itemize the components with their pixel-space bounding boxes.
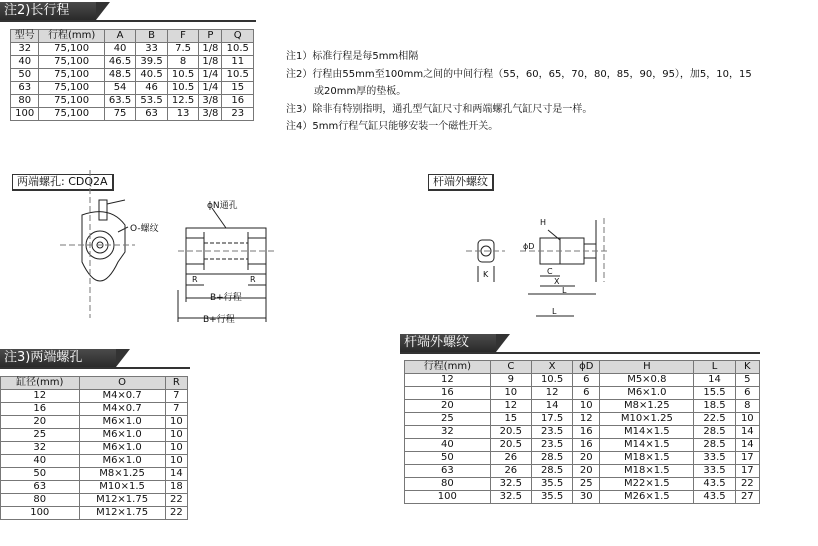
table-header-row xyxy=(405,361,760,374)
table-cell: M10×1.25 xyxy=(600,413,694,426)
table-row xyxy=(405,439,760,452)
label-k: K xyxy=(483,270,489,279)
table-cell: 26 xyxy=(490,452,531,465)
table-cell: 75,100 xyxy=(39,82,104,95)
label-r-left: R xyxy=(192,275,198,284)
table-row xyxy=(1,416,188,429)
table-cell: 5 xyxy=(735,374,759,387)
bothends-table-header: 注3)两端螺孔 xyxy=(0,349,116,367)
table-cell: 12 xyxy=(405,374,491,387)
table-cell: 100 xyxy=(1,507,80,520)
table-cell: 14 xyxy=(531,400,572,413)
table-cell: 75,100 xyxy=(39,43,104,56)
table-cell: 25 xyxy=(405,413,491,426)
table-cell: 50 xyxy=(11,69,39,82)
column-header: X xyxy=(531,361,572,374)
table-cell: 12 xyxy=(1,390,80,403)
table-cell: M8×1.25 xyxy=(79,468,165,481)
column-header: O xyxy=(79,377,165,390)
table-cell: 14 xyxy=(735,439,759,452)
table-cell: 23 xyxy=(222,108,254,121)
table-cell: 16 xyxy=(573,426,600,439)
table-cell: 17 xyxy=(735,452,759,465)
table-cell: M18×1.5 xyxy=(600,452,694,465)
table-cell: 18.5 xyxy=(694,400,735,413)
table-cell: 27 xyxy=(735,491,759,504)
column-header: R xyxy=(165,377,187,390)
table-cell: 10 xyxy=(165,442,187,455)
table-cell: 63 xyxy=(405,465,491,478)
table-cell: 3/8 xyxy=(199,108,222,121)
table-cell: 10 xyxy=(490,387,531,400)
table-cell: 11 xyxy=(222,56,254,69)
table-cell: M26×1.5 xyxy=(600,491,694,504)
note-line: 注4）5mm行程气缸只能够安装一个磁性开关。 xyxy=(286,121,499,132)
table-cell: 20 xyxy=(573,465,600,478)
table-header-row xyxy=(1,377,188,390)
column-header: B xyxy=(136,30,168,43)
column-header: 型号 xyxy=(11,30,39,43)
table-cell: 22 xyxy=(165,494,187,507)
table-cell: 6 xyxy=(735,387,759,400)
table-cell: 50 xyxy=(405,452,491,465)
table-cell: 80 xyxy=(405,478,491,491)
label-phi-d: ϕD xyxy=(523,242,535,251)
table-cell: 14 xyxy=(735,426,759,439)
table-cell: M6×1.0 xyxy=(79,455,165,468)
table-cell: 39.5 xyxy=(136,56,168,69)
table-row xyxy=(405,413,760,426)
table-cell: M6×1.0 xyxy=(600,387,694,400)
label-c: C xyxy=(547,267,553,276)
note-line: 或20mm厚的垫板。 xyxy=(314,86,407,97)
table-cell: 22.5 xyxy=(694,413,735,426)
table-cell: 25 xyxy=(1,429,80,442)
column-header: F xyxy=(167,30,199,43)
table-cell: 20 xyxy=(405,400,491,413)
column-header: 缸径(mm) xyxy=(1,377,80,390)
table-cell: 32 xyxy=(11,43,39,56)
table-cell: 18 xyxy=(165,481,187,494)
table-cell: 28.5 xyxy=(531,452,572,465)
table-cell: 30 xyxy=(573,491,600,504)
label-l-upper: L xyxy=(562,286,567,295)
table-cell: 100 xyxy=(11,108,39,121)
table-row xyxy=(1,468,188,481)
table-cell: 13 xyxy=(167,108,199,121)
table-cell: 7.5 xyxy=(167,43,199,56)
table-cell: 40 xyxy=(104,43,136,56)
table-cell: 7 xyxy=(165,390,187,403)
table-cell: 63.5 xyxy=(104,95,136,108)
drawing-label-rodend: 杆端外螺纹 xyxy=(428,174,494,191)
table-cell: M4×0.7 xyxy=(79,390,165,403)
table-cell: 9 xyxy=(490,374,531,387)
table-cell: 10.5 xyxy=(531,374,572,387)
table-cell: M10×1.5 xyxy=(79,481,165,494)
table-row xyxy=(405,491,760,504)
table-cell: 12 xyxy=(490,400,531,413)
label-n-hole: ϕN通孔 xyxy=(207,201,238,211)
column-header: C xyxy=(490,361,531,374)
table-cell: 16 xyxy=(405,387,491,400)
table-cell: M22×1.5 xyxy=(600,478,694,491)
table-row xyxy=(405,465,760,478)
table-cell: 32 xyxy=(1,442,80,455)
rodend-header-rule xyxy=(400,352,760,354)
table-cell: M6×1.0 xyxy=(79,429,165,442)
table-cell: M8×1.25 xyxy=(600,400,694,413)
column-header: L xyxy=(694,361,735,374)
table-cell: 48.5 xyxy=(104,69,136,82)
table-cell: 63 xyxy=(11,82,39,95)
table-cell: 6 xyxy=(573,374,600,387)
column-header: H xyxy=(600,361,694,374)
table-cell: 20 xyxy=(573,452,600,465)
table-cell: 63 xyxy=(136,108,168,121)
table-row xyxy=(1,442,188,455)
table-row xyxy=(405,452,760,465)
table-cell: 20.5 xyxy=(490,439,531,452)
cylinder-front-view xyxy=(82,212,125,281)
table-cell: 28.5 xyxy=(694,426,735,439)
table-cell: 6 xyxy=(573,387,600,400)
table-cell: 46.5 xyxy=(104,56,136,69)
table-cell: 10 xyxy=(165,429,187,442)
table-cell: 46 xyxy=(136,82,168,95)
table-cell: 1/4 xyxy=(199,82,222,95)
table-cell: 17.5 xyxy=(531,413,572,426)
bothends-header-rule xyxy=(0,367,190,369)
table-cell: 43.5 xyxy=(694,491,735,504)
table-cell: M5×0.8 xyxy=(600,374,694,387)
label-h: H xyxy=(540,218,547,227)
table-cell: 20.5 xyxy=(490,426,531,439)
table-cell: 40 xyxy=(405,439,491,452)
table-cell: M12×1.75 xyxy=(79,507,165,520)
table-cell: 28.5 xyxy=(531,465,572,478)
table-cell: 8 xyxy=(167,56,199,69)
column-header: 行程(mm) xyxy=(39,30,104,43)
table-cell: 16 xyxy=(1,403,80,416)
label-r-right: R xyxy=(250,275,256,284)
table-row xyxy=(1,481,188,494)
table-cell: M6×1.0 xyxy=(79,442,165,455)
table-cell: M6×1.0 xyxy=(79,416,165,429)
table-cell: 3/8 xyxy=(199,95,222,108)
table-cell: 100 xyxy=(405,491,491,504)
table-cell: 40.5 xyxy=(136,69,168,82)
table-cell: 12.5 xyxy=(167,95,199,108)
table-cell: 10 xyxy=(165,455,187,468)
table-cell: 10.5 xyxy=(222,69,254,82)
table-cell: 1/8 xyxy=(199,56,222,69)
table-cell: 75,100 xyxy=(39,56,104,69)
column-header: A xyxy=(104,30,136,43)
label-l-lower: L xyxy=(552,307,557,316)
table-cell: 40 xyxy=(11,56,39,69)
label-x: X xyxy=(554,277,560,286)
table-cell: 32.5 xyxy=(490,478,531,491)
table-cell: 26 xyxy=(490,465,531,478)
table-row xyxy=(1,429,188,442)
table-cell: M4×0.7 xyxy=(79,403,165,416)
table-cell: 10 xyxy=(165,416,187,429)
table-cell: 12 xyxy=(573,413,600,426)
table-cell: 1/8 xyxy=(199,43,222,56)
table-cell: 10 xyxy=(573,400,600,413)
column-header: K xyxy=(735,361,759,374)
table-cell: 20 xyxy=(1,416,80,429)
table-cell: 33.5 xyxy=(694,452,735,465)
drawing-label-bothends: 两端螺孔: CDQ2A xyxy=(12,174,114,191)
table-cell: 16 xyxy=(222,95,254,108)
label-b-stroke-outer: B+行程 xyxy=(203,315,235,325)
table-cell: 10.5 xyxy=(167,69,199,82)
table-cell: 33 xyxy=(136,43,168,56)
table-cell: 12 xyxy=(531,387,572,400)
table-cell: 8 xyxy=(735,400,759,413)
table-cell: 63 xyxy=(1,481,80,494)
table-cell: 50 xyxy=(1,468,80,481)
table-cell: 32 xyxy=(405,426,491,439)
column-header: P xyxy=(199,30,222,43)
table-cell: 14 xyxy=(165,468,187,481)
note-line: 注2）行程由55mm至100mm之间的中间行程（55，60，65，70，80，85，90，95），加5，10，15 xyxy=(286,68,752,80)
table-cell: 15 xyxy=(222,82,254,95)
table-cell: 23.5 xyxy=(531,426,572,439)
table-cell: 35.5 xyxy=(531,491,572,504)
table-cell: 75,100 xyxy=(39,95,104,108)
table-row xyxy=(405,400,760,413)
table-cell: M12×1.75 xyxy=(79,494,165,507)
table-row xyxy=(405,374,760,387)
rodend-table xyxy=(404,360,760,504)
table-cell: 16 xyxy=(573,439,600,452)
table-cell: 28.5 xyxy=(694,439,735,452)
table-cell: 53.5 xyxy=(136,95,168,108)
sensor-switch xyxy=(99,200,107,220)
table-row xyxy=(405,387,760,400)
table-cell: 1/4 xyxy=(199,69,222,82)
table-cell: 23.5 xyxy=(531,439,572,452)
table-cell: M14×1.5 xyxy=(600,426,694,439)
table-cell: 75,100 xyxy=(39,108,104,121)
rodend-table-header: 杆端外螺纹 xyxy=(400,334,496,352)
table-cell: 10 xyxy=(735,413,759,426)
table-row xyxy=(1,390,188,403)
table-cell: 17 xyxy=(735,465,759,478)
table-cell: 22 xyxy=(165,507,187,520)
table-cell: 15 xyxy=(490,413,531,426)
table-cell: 10.5 xyxy=(167,82,199,95)
table-cell: 80 xyxy=(1,494,80,507)
table-row xyxy=(1,507,188,520)
table-cell: 54 xyxy=(104,82,136,95)
note-line: 注3）除非有特别指明，通孔型气缸尺寸和两端螺孔气缸尺寸是一样。 xyxy=(286,103,593,115)
label-b-stroke-inner: B+行程 xyxy=(210,293,242,303)
stroke-table-header: 注2)长行程 xyxy=(0,2,96,20)
note-line: 注1）标准行程是每5mm相隔 xyxy=(286,51,419,62)
table-cell: 35.5 xyxy=(531,478,572,491)
table-cell: 7 xyxy=(165,403,187,416)
table-row xyxy=(1,494,188,507)
bothends-table xyxy=(0,376,188,520)
table-cell: 14 xyxy=(694,374,735,387)
table-cell: 25 xyxy=(573,478,600,491)
table-cell: 75,100 xyxy=(39,69,104,82)
table-row xyxy=(1,403,188,416)
column-header: Q xyxy=(222,30,254,43)
table-row xyxy=(405,478,760,491)
column-header: ϕD xyxy=(573,361,600,374)
table-cell: 32.5 xyxy=(490,491,531,504)
table-cell: 43.5 xyxy=(694,478,735,491)
table-cell: 80 xyxy=(11,95,39,108)
table-cell: 22 xyxy=(735,478,759,491)
table-row xyxy=(1,455,188,468)
table-cell: M18×1.5 xyxy=(600,465,694,478)
table-cell: 75 xyxy=(104,108,136,121)
label-o-thread: O-螺纹 xyxy=(130,224,159,234)
table-cell: 10.5 xyxy=(222,43,254,56)
table-cell: 33.5 xyxy=(694,465,735,478)
table-cell: M14×1.5 xyxy=(600,439,694,452)
table-cell: 40 xyxy=(1,455,80,468)
table-cell: 15.5 xyxy=(694,387,735,400)
column-header: 行程(mm) xyxy=(405,361,491,374)
table-row xyxy=(405,426,760,439)
